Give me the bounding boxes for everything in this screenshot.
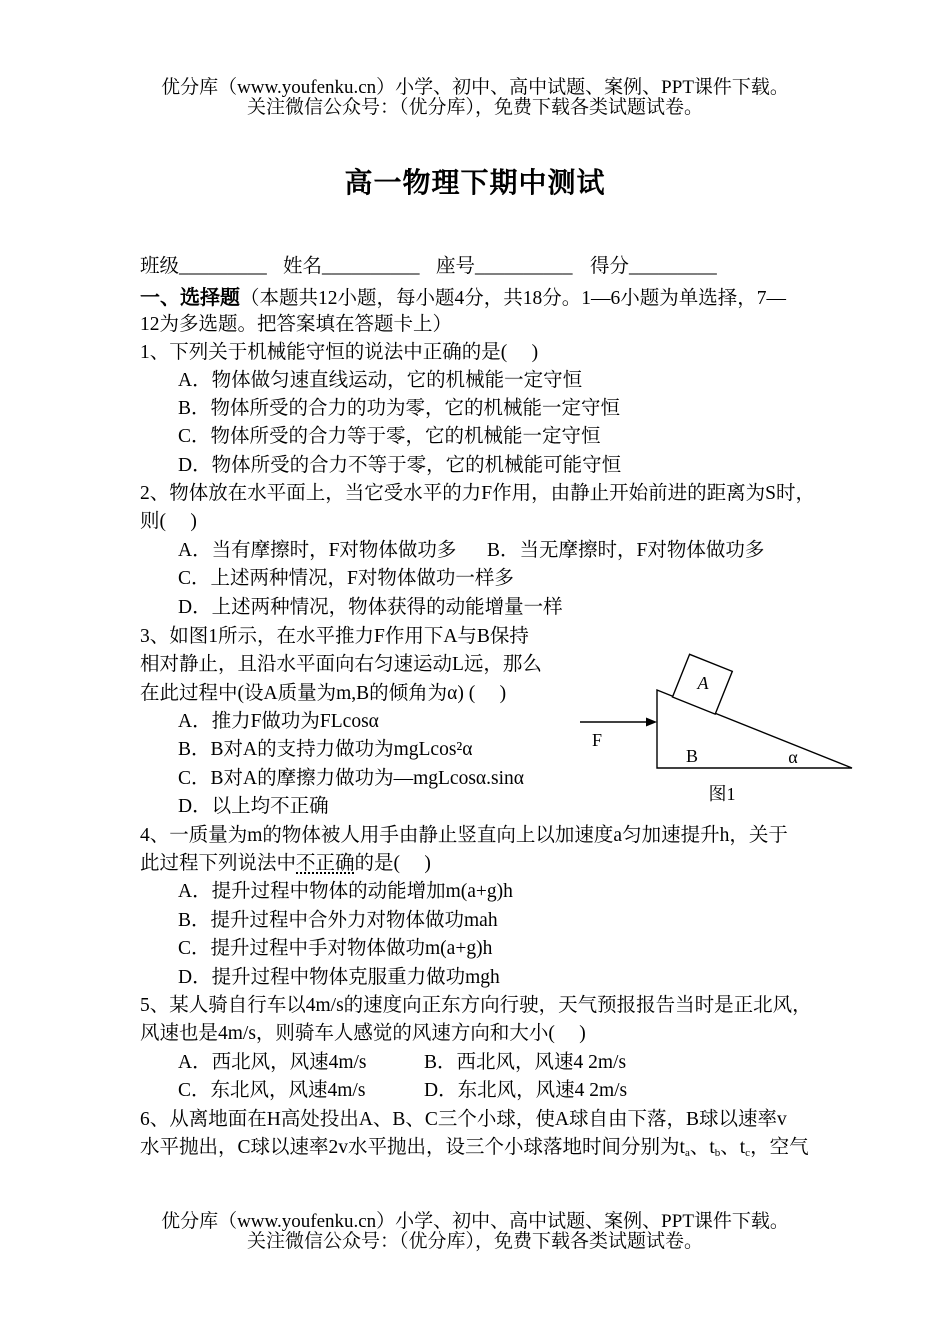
question-5-stem-line-1: 5、某人骑自行车以4m/s的速度向正东方向行驶，天气预报报告当时是正北风， <box>140 995 812 1016</box>
question-3-option-b: B．B对A的支持力做功为mgLcos²α <box>178 739 473 760</box>
question-6-stem-line-1: 6、从离地面在H高处投出A、B、C三个小球，使A球自由下落，B球以速率v <box>140 1109 787 1130</box>
section-intro-part-2: 12为多选题。把答案填在答题卡上） <box>140 314 453 335</box>
question-1-option-c: C．物体所受的合力等于零，它的机械能一定守恒 <box>178 426 601 447</box>
footer-line-1: 优分库（www.youfenku.cn）小学、初中、高中试题、案例、PPT课件下载。 <box>161 1211 789 1232</box>
subscript-b: b <box>714 1147 721 1159</box>
footer-line-2: 关注微信公众号：（优分库），免费下载各类试题试卷。 <box>246 1231 703 1252</box>
question-6-stem-before: 水平抛出，C球以速率2v水平抛出，设三个小球落地时间分别为t <box>140 1137 685 1158</box>
question-1-stem: 1、下列关于机械能守恒的说法中正确的是( ) <box>140 342 539 363</box>
force-arrow-head-icon <box>646 718 657 727</box>
header-line-1: 优分库（www.youfenku.cn）小学、初中、高中试题、案例、PPT课件下载。 <box>161 77 789 98</box>
angle-alpha-label: α <box>788 747 798 767</box>
question-2-option-c: C．上述两种情况，F对物体做功一样多 <box>178 568 514 589</box>
question-2-stem-line-2: 则( ) <box>140 511 197 532</box>
question-2-option-a: A．当有摩擦时，F对物体做功多 <box>178 540 457 561</box>
question-3-option-d: D．以上均不正确 <box>178 796 329 817</box>
question-6-stem-after: ，空气 <box>750 1137 809 1158</box>
question-2-option-d: D．上述两种情况，物体获得的动能增量一样 <box>178 597 563 618</box>
figure-caption: 图1 <box>708 784 736 804</box>
section-heading: 一、选择题 <box>140 285 240 309</box>
info-seat-field: 座号__________ <box>436 256 573 277</box>
question-3-stem-line-3: 在此过程中(设A质量为m,B的倾角为α) ( ) <box>140 683 507 704</box>
question-6-stem-line-2 <box>140 1134 809 1162</box>
question-5-option-b: B．西北风，风速4 2m/s <box>424 1052 627 1073</box>
info-class-field: 班级_________ <box>140 256 267 277</box>
question-4-stem-line-1: 4、一质量为m的物体被人用手由静止竖直向上以加速度a匀加速提升h，关于 <box>140 825 788 846</box>
question-3-option-c: C．B对A的摩擦力做功为—mgLcosα.sinα <box>178 768 524 789</box>
figure-1-diagram <box>560 640 870 820</box>
force-f-label: F <box>591 730 603 750</box>
question-1-option-b: B．物体所受的合力的功为零，它的机械能一定守恒 <box>178 398 621 419</box>
question-4-stem-before: 此过程下列说法中 <box>140 853 297 874</box>
question-4-stem-line-2 <box>140 850 431 878</box>
question-3-option-a: A．推力F做功为FLcosα <box>178 711 379 732</box>
question-4-option-d: D．提升过程中物体克服重力做功mgh <box>178 967 500 988</box>
section-intro-part-1: （本题共12小题，每小题4分，共18分。1—6小题为单选择，7— <box>240 288 787 309</box>
question-4-option-a: A．提升过程中物体的动能增加m(a+g)h <box>178 881 513 902</box>
question-4-stem-after: 的是( ) <box>354 853 431 874</box>
subscript-c: c <box>745 1147 751 1159</box>
info-name-field: 姓名__________ <box>283 256 420 277</box>
subscript-a: a <box>684 1147 690 1159</box>
question-5-option-d: D．东北风，风速4 2m/s <box>424 1080 628 1101</box>
question-6-stem-mid-2: 、t <box>720 1137 746 1158</box>
question-6-stem-mid-1: 、t <box>689 1137 715 1158</box>
info-score-field: 得分_________ <box>590 256 717 277</box>
header-line-2: 关注微信公众号：（优分库），免费下载各类试题试卷。 <box>246 97 703 118</box>
question-5-option-a: A．西北风，风速4m/s <box>178 1052 367 1073</box>
question-4-emphasis: 不正确 <box>296 853 355 874</box>
question-4-option-b: B．提升过程中合外力对物体做功mah <box>178 910 498 931</box>
block-a-label: A <box>697 673 709 693</box>
question-1-option-d: D．物体所受的合力不等于零，它的机械能可能守恒 <box>178 455 622 476</box>
wedge-b-label: B <box>685 746 699 766</box>
question-3-stem-line-2: 相对静止，且沿水平面向右匀速运动L远，那么 <box>140 654 542 675</box>
question-4-option-c: C．提升过程中手对物体做功m(a+g)h <box>178 938 493 959</box>
question-2-option-b: B．当无摩擦时，F对物体做功多 <box>487 540 765 561</box>
question-5-option-c: C．东北风，风速4m/s <box>178 1080 366 1101</box>
page-title: 高一物理下期中测试 <box>344 166 606 199</box>
question-2-stem-line-1: 2、物体放在水平面上，当它受水平的力F作用，由静止开始前进的距离为S时， <box>140 483 815 504</box>
question-3-stem-line-1: 3、如图1所示，在水平推力F作用下A与B保持 <box>140 626 529 647</box>
section-heading-line <box>140 283 786 311</box>
question-5-stem-line-2: 风速也是4m/s，则骑车人感觉的风速方向和大小( ) <box>140 1023 586 1044</box>
question-1-option-a: A．物体做匀速直线运动，它的机械能一定守恒 <box>178 370 583 391</box>
